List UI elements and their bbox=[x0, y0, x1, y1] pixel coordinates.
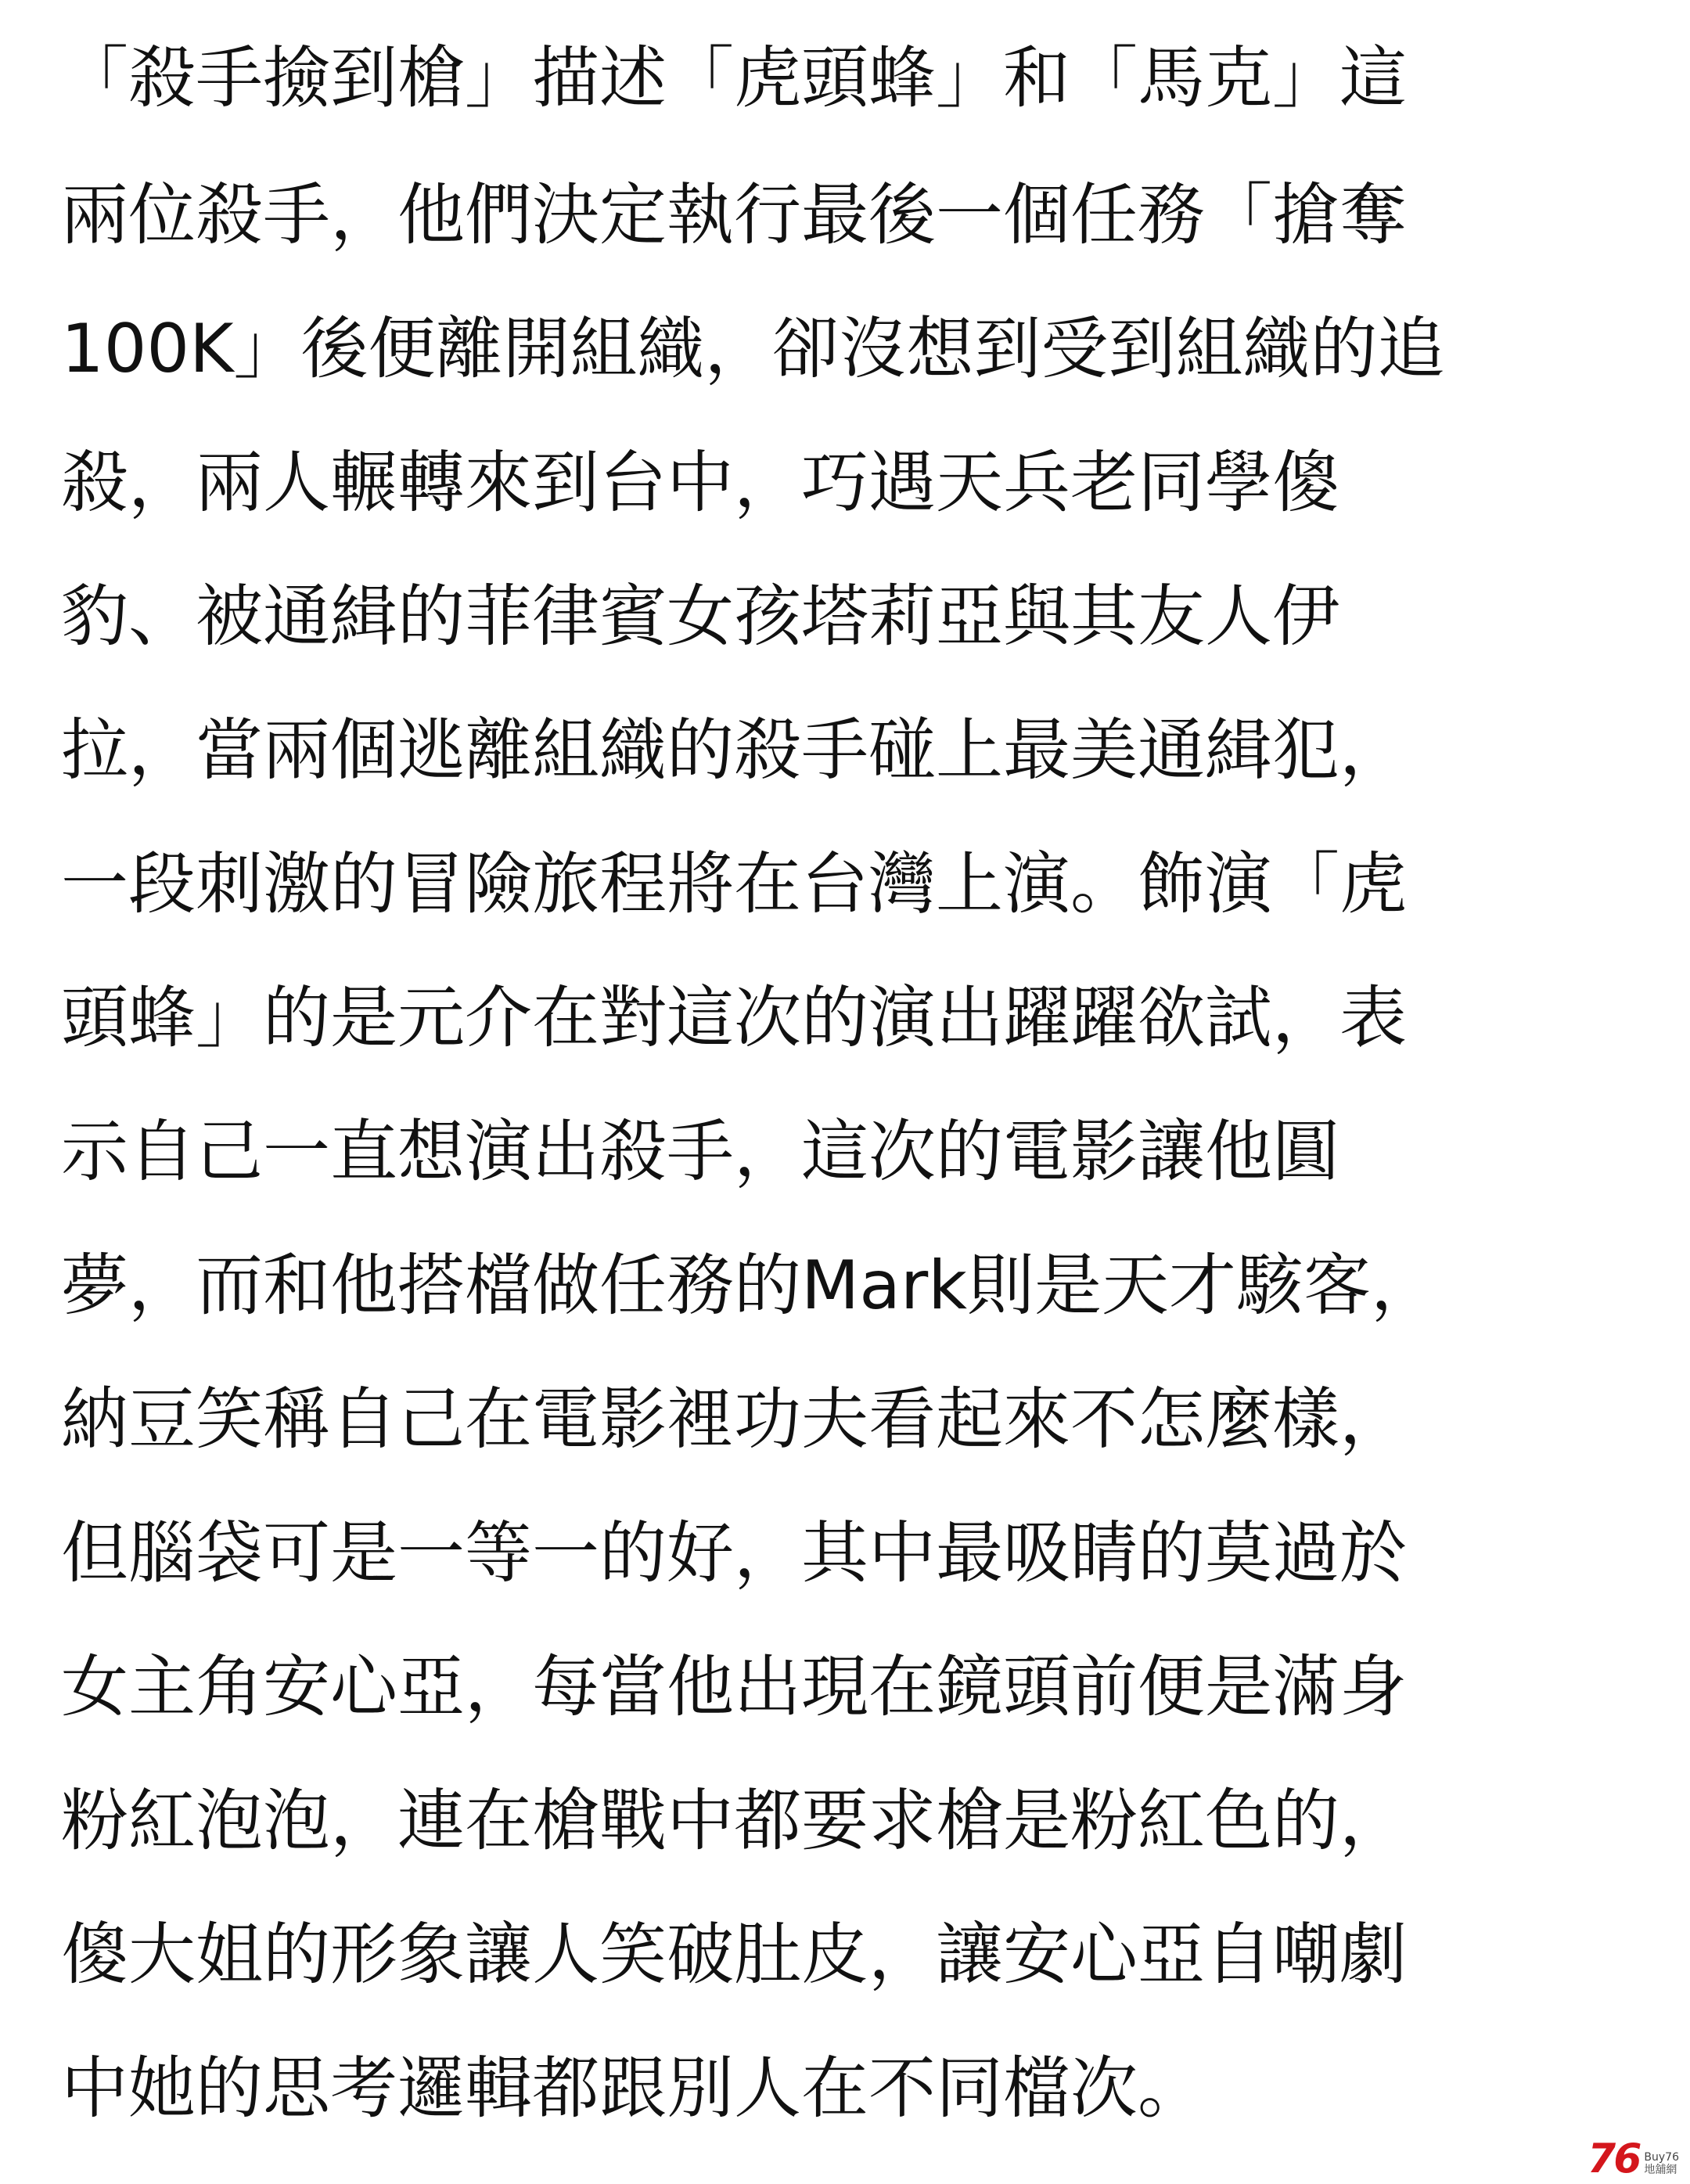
paragraph-line: 100K」後便離開組織，卻沒想到受到組織的追 bbox=[61, 310, 1445, 388]
paragraph-line: 女主角安心亞，每當他出現在鏡頭前便是滿身 bbox=[61, 1648, 1407, 1726]
paragraph-line: 一段刺激的冒險旅程將在台灣上演。飾演「虎 bbox=[61, 845, 1407, 923]
paragraph-line: 納豆笑稱自己在電影裡功夫看起來不怎麼樣， bbox=[61, 1380, 1407, 1459]
paragraph-line: 夢，而和他搭檔做任務的Mark則是天才駭客， bbox=[61, 1247, 1439, 1325]
watermark-text-bottom: 地舖網 bbox=[1644, 2164, 1677, 2176]
paragraph-line: 豹、被通緝的菲律賓女孩塔莉亞與其友人伊 bbox=[61, 577, 1339, 656]
paragraph-line: 拉，當兩個逃離組織的殺手碰上最美通緝犯， bbox=[61, 711, 1407, 790]
watermark-logo-text bbox=[1644, 2151, 1679, 2179]
paragraph-line: 中她的思考邏輯都跟別人在不同檔次。 bbox=[61, 2049, 1205, 2128]
watermark-text-top: Buy76 bbox=[1644, 2151, 1679, 2164]
paragraph-line: 但腦袋可是一等一的好，其中最吸睛的莫過於 bbox=[61, 1514, 1407, 1592]
paragraph-line: 傻大姐的形象讓人笑破肚皮，讓安心亞自嘲劇 bbox=[61, 1916, 1407, 1994]
watermark-logo-number: 76 bbox=[1588, 2135, 1640, 2182]
site-watermark bbox=[1588, 2135, 1679, 2182]
paragraph-line: 殺，兩人輾轉來到台中，巧遇天兵老同學傻 bbox=[61, 444, 1339, 522]
paragraph-line: 兩位殺手，他們決定執行最後一個任務「搶奪 bbox=[61, 176, 1407, 254]
paragraph-line: 粉紅泡泡，連在槍戰中都要求槍是粉紅色的， bbox=[61, 1782, 1407, 1860]
paragraph-line: 頭蜂」的是元介在對這次的演出躍躍欲試，表 bbox=[61, 979, 1407, 1057]
paragraph-line: 示自己一直想演出殺手，這次的電影讓他圓 bbox=[61, 1113, 1339, 1191]
paragraph-line: 「殺手撿到槍」描述「虎頭蜂」和「馬克」這 bbox=[61, 39, 1407, 117]
